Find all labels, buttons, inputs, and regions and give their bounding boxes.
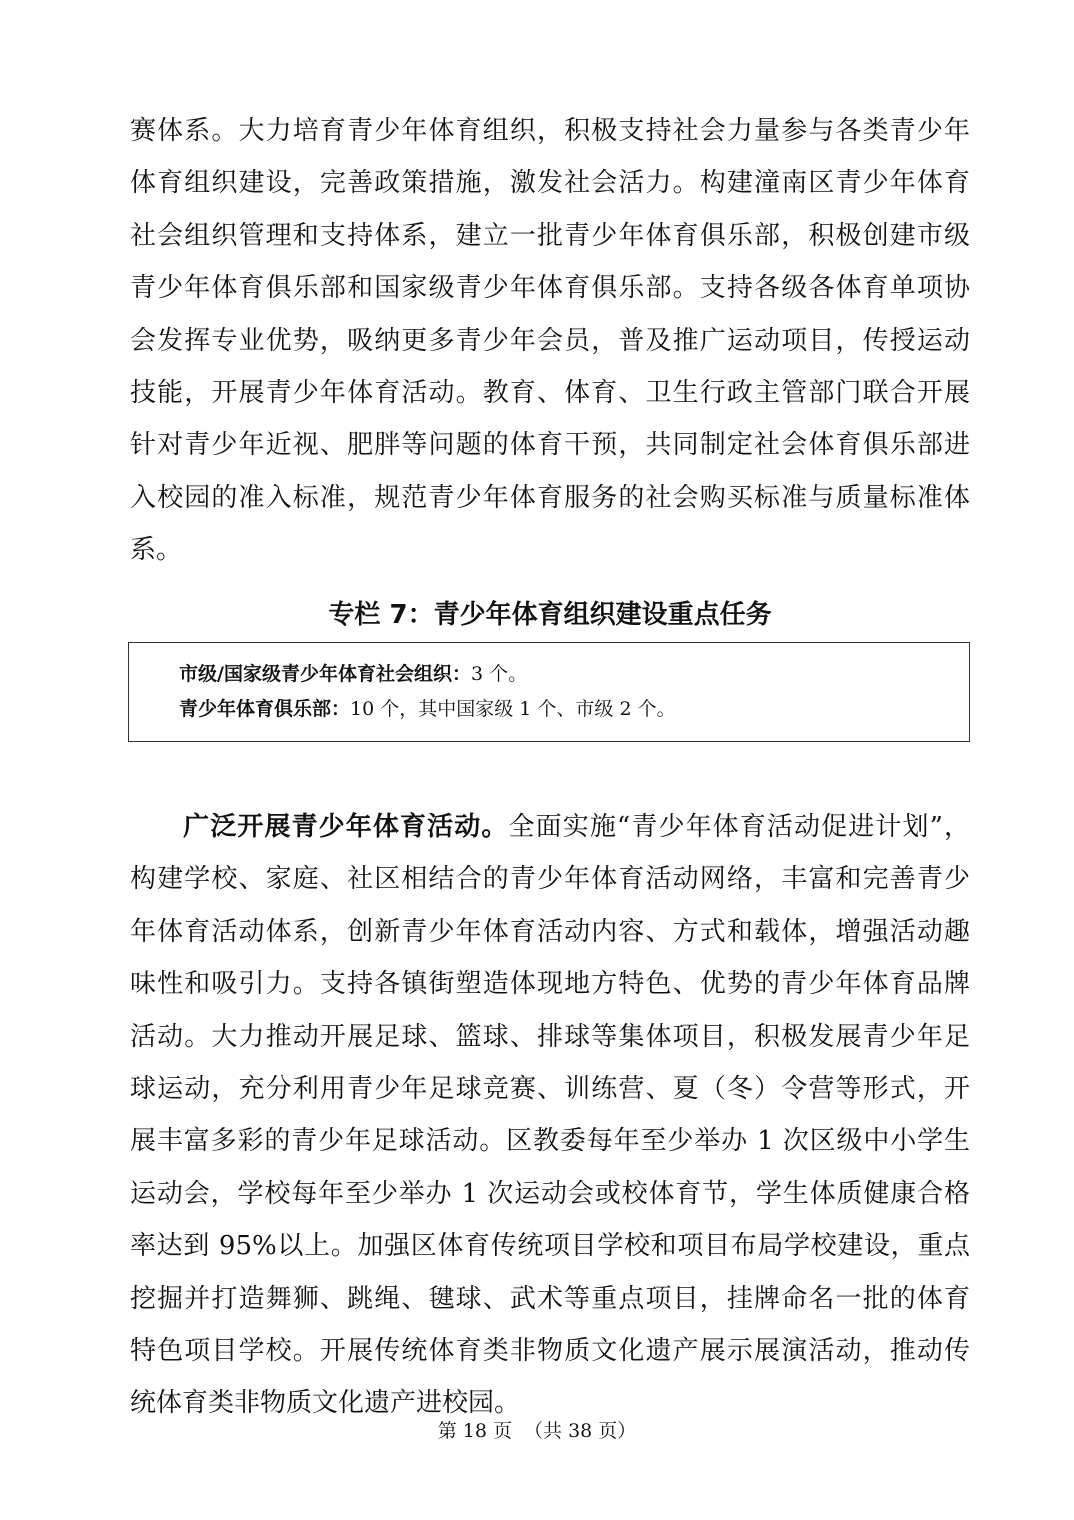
- text-line: 系。: [130, 535, 183, 566]
- paragraph-activities: [130, 801, 970, 1430]
- text-line: 味性和吸引力。支持各镇街塑造体现地方特色、优势的青少年体育品牌: [130, 969, 970, 1000]
- text-line: 赛体系。大力培育青少年体育组织，积极支持社会力量参与各类青少年: [130, 116, 970, 146]
- paragraph-lead: 广泛开展青少年体育活动。: [182, 812, 509, 842]
- text-line: 挖掘并打造舞狮、跳绳、毽球、武术等重点项目，挂牌命名一批的体育: [130, 1283, 970, 1314]
- text-line: 入校园的准入标准，规范青少年体育服务的社会购买标准与质量标准体: [130, 482, 970, 513]
- text-line: [130, 801, 970, 853]
- text-line: 展丰富多彩的青少年足球活动。区教委每年至少举办 1 次区级中小学生: [130, 1126, 970, 1157]
- text-line: 会发挥专业优势，吸纳更多青少年会员，普及推广运动项目，传授运动: [130, 325, 970, 356]
- text-line: 球运动，充分利用青少年足球竞赛、训练营、夏（冬）令营等形式，开: [130, 1073, 970, 1104]
- text-line: 运动会，学校每年至少举办 1 次运动会或校体育节，学生体质健康合格: [130, 1178, 970, 1209]
- text-line: 技能，开展青少年体育活动。教育、体育、卫生行政主管部门联合开展: [130, 377, 970, 408]
- text-line: 特色项目学校。开展传统体育类非物质文化遗产展示展演活动，推动传: [130, 1335, 970, 1366]
- column-box-title: 专栏 7：青少年体育组织建设重点任务: [328, 600, 772, 630]
- paragraph-organizations: [130, 105, 970, 577]
- text-line: 针对青少年近视、肥胖等问题的体育干预，共同制定社会体育俱乐部进: [130, 430, 970, 461]
- column-box-value: 3 个。: [470, 663, 528, 685]
- text-line: 构建学校、家庭、社区相结合的青少年体育活动网络，丰富和完善青少: [130, 864, 970, 895]
- text-line: 年体育活动体系，创新青少年体育活动内容、方式和载体，增强活动趣: [130, 916, 970, 947]
- page-number: 第 18 页 （共 38 页）: [437, 1420, 637, 1442]
- text-line: 体育组织建设，完善政策措施，激发社会活力。构建潼南区青少年体育: [130, 168, 970, 199]
- text-line: 社会组织管理和支持体系，建立一批青少年体育俱乐部，积极创建市级: [130, 220, 970, 251]
- column-box-row: [179, 692, 969, 727]
- text-line: 活动。大力推动开展足球、篮球、排球等集体项目，积极发展青少年足: [130, 1021, 970, 1052]
- text-segment: 全面实施“青少年体育活动促进计划”，: [508, 812, 970, 842]
- column-box-value: 10 个，其中国家级 1 个、市级 2 个。: [350, 698, 676, 720]
- text-line: 青少年体育俱乐部和国家级青少年体育俱乐部。支持各级各体育单项协: [130, 273, 970, 304]
- column-box-label: 青少年体育俱乐部：: [179, 698, 351, 720]
- column-box-row: [179, 657, 969, 692]
- column-box: [128, 642, 970, 742]
- text-line: 统体育类非物质文化遗产进校园。: [130, 1388, 521, 1419]
- text-line: 率达到 95%以上。加强区体育传统项目学校和项目布局学校建设，重点: [130, 1231, 970, 1262]
- column-box-label: 市级/国家级青少年体育社会组织：: [179, 663, 471, 685]
